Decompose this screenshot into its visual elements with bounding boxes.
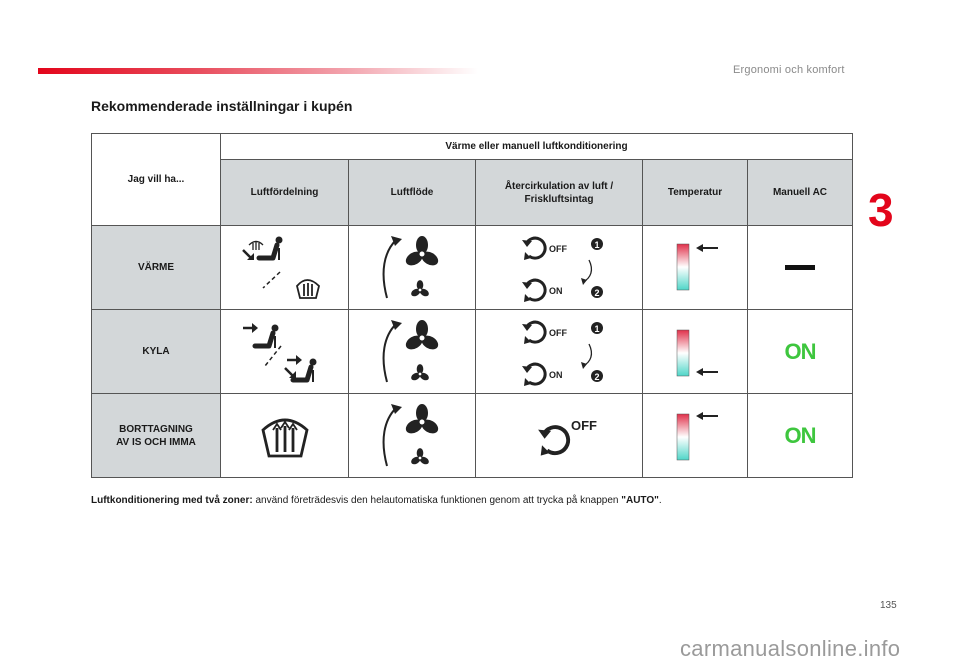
recirculation-icon: [499, 400, 619, 472]
recirc-off-text: OFF: [571, 417, 597, 433]
row-label-heating: VÄRME: [92, 226, 221, 310]
svg-text:1: 1: [594, 239, 600, 250]
recirculation-cell: [476, 226, 643, 310]
temperature-gauge-icon: [650, 400, 740, 472]
section-title: Ergonomi och komfort: [733, 64, 845, 76]
svg-text:2: 2: [594, 371, 600, 382]
temperature-gauge-icon: [650, 232, 740, 304]
ac-on-label: ON: [784, 338, 816, 364]
ac-on-label: ON: [784, 422, 816, 448]
column-header: Luftflöde: [349, 160, 476, 226]
temperature-gauge-icon: [650, 316, 740, 388]
fan-icon: [362, 316, 462, 388]
defrost-icon: [297, 280, 319, 298]
airflow-seat-icon: [235, 316, 335, 388]
column-header: Luftfördelning: [221, 160, 349, 226]
svg-text:2: 2: [594, 287, 600, 298]
defrost-icon: [235, 400, 335, 472]
column-header: Temperatur: [643, 160, 748, 226]
air-flow-cell: [349, 226, 476, 310]
note-text: använd företrädesvis den helautomatiska funktionen genom att trycka på knappen: [252, 495, 622, 506]
page-number: 135: [880, 600, 897, 611]
note-lead: Luftkonditionering med två zoner:: [91, 495, 253, 506]
air-distribution-cell: [221, 394, 349, 478]
watermark: carmanualsonline.info: [680, 636, 901, 661]
temperature-cell: [643, 226, 748, 310]
settings-table: [91, 133, 853, 478]
manual-ac-cell: [748, 394, 853, 478]
air-distribution-cell: [221, 310, 349, 394]
row-label-cooling: KYLA: [92, 310, 221, 394]
temperature-cell: [643, 310, 748, 394]
fan-icon: [362, 400, 462, 472]
column-header: Manuell AC: [748, 160, 853, 226]
manual-ac-cell: [748, 226, 853, 310]
note-end: .: [658, 495, 662, 506]
air-flow-cell: [349, 310, 476, 394]
recirc-off-text: OFF: [549, 243, 567, 254]
recirc-off-text: OFF: [549, 327, 567, 338]
svg-text:1: 1: [594, 323, 600, 334]
manual-ac-cell: [748, 310, 853, 394]
note-button-name: "AUTO": [621, 495, 659, 506]
airflow-seat-icon: [235, 232, 335, 304]
recirculation-icon: [499, 232, 619, 304]
temperature-cell: [643, 394, 748, 478]
dual-zone-note: [91, 495, 662, 506]
corner-label: Jag vill ha...: [92, 134, 221, 226]
recirculation-cell: [476, 310, 643, 394]
column-header: Återcirkulation av luft / Friskluftsintag: [476, 160, 643, 226]
ac-off-dash: [785, 265, 815, 270]
page-title: Rekommenderade inställningar i kupén: [91, 98, 353, 114]
recirculation-icon: [499, 316, 619, 388]
recirculation-cell: [476, 394, 643, 478]
row-label-defrost: BORTTAGNING AV IS OCH IMMA: [92, 394, 221, 478]
recirc-on-text: ON: [549, 369, 563, 380]
air-distribution-cell: [221, 226, 349, 310]
fan-icon: [362, 232, 462, 304]
chapter-number: 3: [868, 184, 894, 236]
recirc-on-text: ON: [549, 285, 563, 296]
header-accent-bar: [38, 68, 478, 74]
air-flow-cell: [349, 394, 476, 478]
group-header: Värme eller manuell luftkonditionering: [221, 134, 853, 160]
